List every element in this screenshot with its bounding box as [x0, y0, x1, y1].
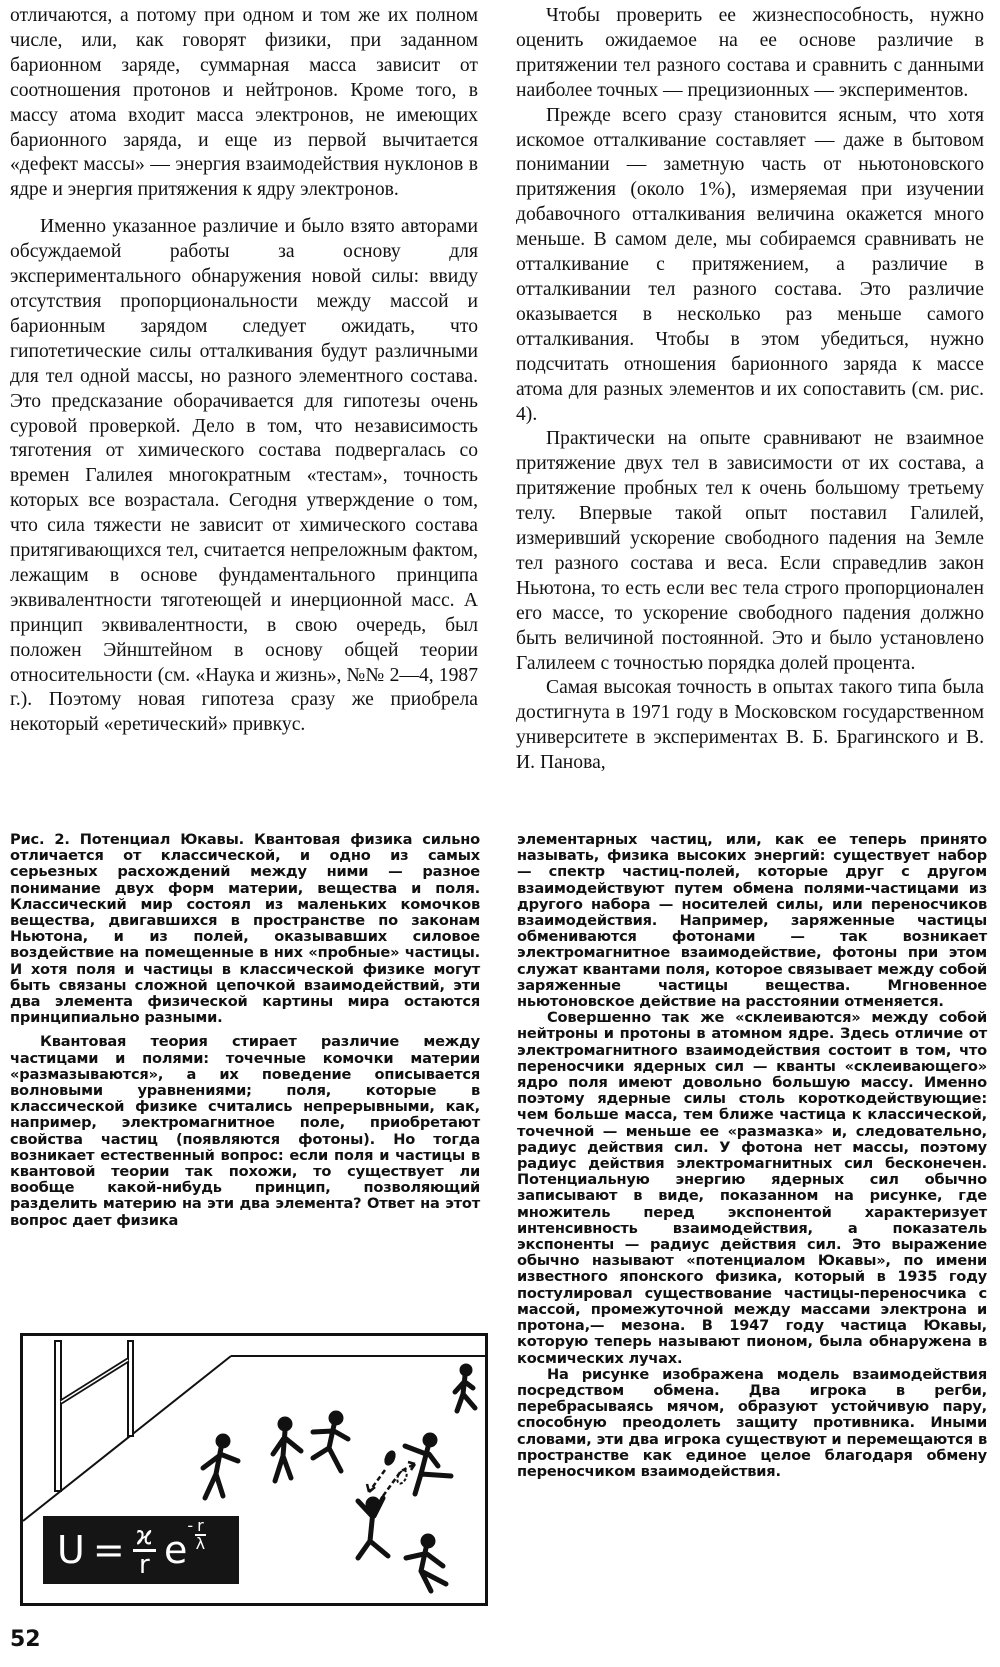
article-left-column [10, 4, 478, 738]
rugby-ball-icon [382, 1449, 398, 1468]
figure-caption-right [517, 832, 987, 1480]
player-icon [273, 1419, 301, 1481]
paragraph: Самая высокая точность в опытах такого типа была достигнута в 1971 году в Московском государственном университете в экспериментах В. Б. Брагинского и В. И. Панова, [516, 677, 984, 774]
formula-exponent: - r λ [187, 1516, 206, 1553]
page-number: 52 [10, 1627, 41, 1652]
paragraph: отличаются, а потому при одном и том же их полном числе, или, как говорят физики, при заданном барионном заряде, суммарная масса зависит от соотношения протонов и нейтронов. Кроме того, в массу атома входит масса электронов, не имеющих барионного заряда, и еще из первой вычитается «дефект массы» — энергия взаимодействия нуклонов в ядре и энергия притяжения к ядру электронов. [10, 5, 478, 201]
caption-paragraph: элементарных частиц, или, как ее теперь принято называть, физика высоких энергий: существует набор — спектр частиц-полей, которые друг с другом взаимодействуют путем обмена полями-частицами из другого набора — носителей силы, или переносчиков взаимодействия. Например, заряженные частицы обмениваются фотонами — так возникает электромагнитное взаимодействие, фотоны при этом служат квантами поля, которое связывает между собой заряженные частицы вещества. Мгновенное ньютоновское действие на расстоянии отменяется. [517, 831, 987, 1011]
caption-paragraph: На рисунке изображена модель взаимодействия посредством обмена. Два игрока в регби, перебрасываясь мячом, образуют устойчивую пару, способную преодолеть защиту противника. Иными словами, эти два игрока существуют и перемещаются в пространстве как единое целое благодаря обмену переносчиком взаимодействия. [517, 1365, 987, 1480]
player-icon [455, 1366, 475, 1411]
paragraph: Прежде всего сразу становится ясным, что хотя искомое отталкивание составляет — даже в бытовом понимании — заметную часть от ньютоновского притяжения (около 1%), измеряемая при изучении добавочного отталкивания величина окажется много меньше. В самом деле, мы собираемся сравнивать не отталкивание с притяжением, а различие в отталкивании тел разного состава. Это различие оказывается в несколько раз меньше самого отталкивания. Чтобы в этом убедиться, нужно подсчитать отношения барионного заряда к массе атома для разных элементов и их сопоставить (см. рис. 4). [516, 104, 984, 425]
paragraph: Практически на опыте сравнивают не взаимное притяжение двух тел в зависимости от их состава, а притяжение пробных тел к очень большому третьему телу. Впервые такой опыт поставил Галилей, измеривший ускорение свободного падения на Земле тел разного состава и веса. Если справедлив закон Ньютона, то есть если вес тела строго пропорционален его массе, то ускорение свободного падения должно быть величиной постоянной. Это и было установлено Галилеем с точностью порядка долей процента. [516, 428, 984, 674]
caption-paragraph: Совершенно так же «склеиваются» между собой нейтроны и протоны в атомном ядре. Здесь отличие от электромагнитного взаимодействия состоит в том, что переносчики ядерных сил — кванты «склеивающего» ядро поля имеют довольно большую массу. Именно поэтому ядерные силы столь короткодействующие: чем больше масса, тем ближе частица к классической, точечной — меньше ее «размазка» и, следовательно, радиус действия сил. У фотона нет массы, поэтому радиус действия электромагнитных сил бесконечен. Потенциальную энергию ядерных сил обычно записывают в виде, показанном на рисунке, где множитель перед экспонентой характеризует интенсивность взаимодействия, а показатель экспоненты — радиус действия сил. Это выражение обычно называют «потенциалом Юкавы», по имени известного японского физика, который в 1935 году постулировал существование частицы-переносчика с массой, промежуточной между массами электрона и протона,— мезона. В 1947 году частица Юкавы, которую теперь называют пионом, была обнаружена в космических лучах. [517, 1009, 987, 1367]
paragraph: Чтобы проверить ее жизнеспособность, нужно оценить ожидаемое на ее основе различие в притяжении тел разного состава и сравнить с данными наиболее точных — прецизионных — экспериментов. [516, 5, 984, 101]
goal-posts-icon [55, 1341, 133, 1491]
player-icon [406, 1536, 446, 1591]
caption-paragraph: Квантовая теория стирает различие между частицами и полями: точечные комочки материи «размазываются», а их поведение описывается волновыми уравнениями; поля, которые в классической физике считались непрерывными, как, например, электромагнитное поле, приобретают свойства частиц (появляются фотоны). Но тогда возникает естественный вопрос: если поля и частицы в квантовой теории так похожи, то существует ли вообще какой-нибудь принцип, позволяющий разделить материю на эти два элемента? Ответ на этот вопрос дает физика [10, 1033, 480, 1229]
player-icon [203, 1436, 238, 1498]
formula-equals: = [92, 1528, 125, 1572]
formula-lhs: U [57, 1528, 85, 1572]
caption-lead: Рис. 2. Потенциал Юкавы. Квантовая физика сильно отличается от классической, и одно из самых серьезных расхождений между ними — разное понимание двух форм материи, вещества и поля. Классический мир состоял из маленьких комочков вещества, двигавшихся в пространстве по законам Ньютона, и из полей, оказывавших силовое воздействие на помещенные в них «пробные» частицы. И хотя поля и частицы в классической физике могут быть связаны сложной цепочкой взаимодействий, эти два элемента физической картины мира остаются принципиально разными. [10, 831, 480, 1027]
yukawa-potential-illustration [20, 1333, 488, 1606]
paragraph: Именно указанное различие и было взято авторами обсуждаемой работы за основу для экспериментального обнаружения новой силы: ввиду отсутствия пропорциональности между массой и барионным зарядом следует ожидать, что гипотетические силы отталкивания будут различными для тел одной массы, но разного элементного состава. Это предсказание оборачивается для гипотезы очень суровой проверкой. Дело в том, что независимость тяготения от химического состава подвергалась со времен Галилея многократным «тестам», точность которых все возрастала. Сегодня утверждение о том, что сила тяжести не зависит от химического состава притягивающихся тел, считается непреложным фактом, лежащим в основе фундаментального принципа эквивалентности тяготеющей и инерционной масс. А принцип эквивалентности, в свою очередь, был положен Эйнштейном в основу общей теории относительности (см. «Наука и жизнь», №№ 2—4, 1987 г.). Поэтому новая гипотеза сразу же приобрела некоторый «еретический» привкус. [10, 216, 478, 736]
article-right-column [516, 4, 984, 776]
formula-exp-base: e [163, 1528, 188, 1572]
player-icon [313, 1413, 348, 1471]
pass-arrow-icon [383, 1464, 415, 1496]
formula-fraction: $\frac{ϰ}{r}$ [133, 1523, 156, 1578]
player-icon [358, 1498, 388, 1558]
ball-ghost-icon [395, 1469, 408, 1485]
yukawa-formula [43, 1516, 239, 1584]
figure-caption-left [10, 832, 480, 1229]
